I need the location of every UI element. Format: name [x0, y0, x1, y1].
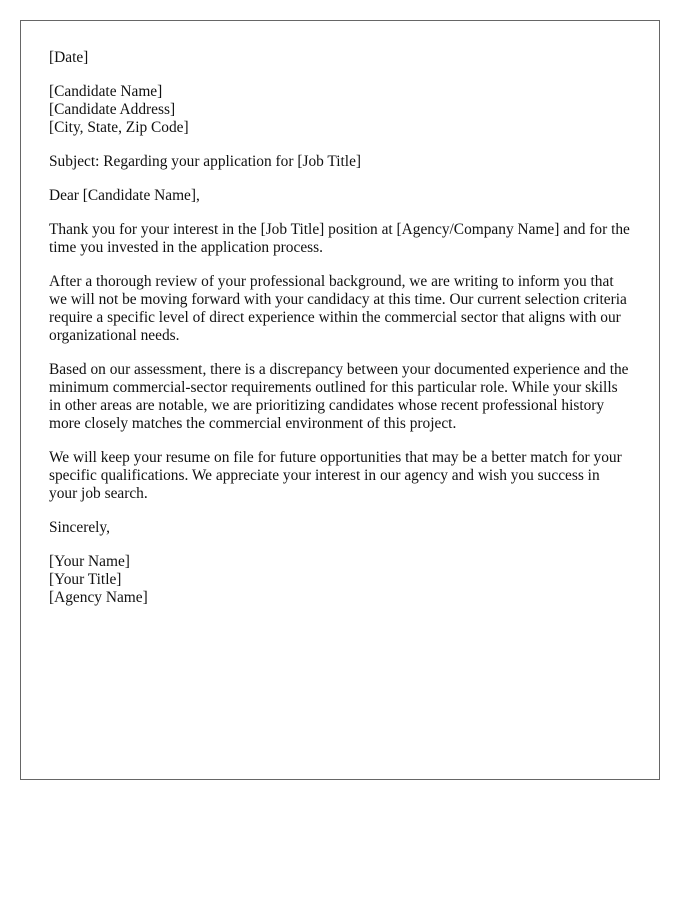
recipient-address-block: [49, 83, 631, 137]
letter-date: [Date]: [49, 49, 89, 66]
body-paragraph-3: Based on our assessment, there is a discrepancy between your documented experience and the minimum commercial-sector requirements outlined for this particular role. While your skills in other areas are notable, we are prioritizing candidates whose recent professional history more closely matches the commercial environment of this project.: [49, 361, 629, 432]
body-paragraph-2: After a thorough review of your professional background, we are writing to inform you that we will not be moving forward with your candidacy at this time. Our current selection criteria require a specific level of direct experience within the commercial sector that aligns with our organizational needs.: [49, 273, 627, 344]
letter-page: [20, 20, 660, 780]
date-block: [49, 49, 631, 67]
letter-closing: Sincerely,: [49, 519, 110, 536]
recipient-city-state-zip: [City, State, Zip Code]: [49, 119, 189, 136]
body-paragraph-4: We will keep your resume on file for future opportunities that may be a better match for your specific qualifications. We appreciate your interest in our agency and wish you success in your job search.: [49, 449, 622, 502]
recipient-address: [Candidate Address]: [49, 101, 176, 118]
recipient-name: [Candidate Name]: [49, 83, 163, 100]
signature-block: [49, 553, 631, 607]
letter-subject: Subject: Regarding your application for [Job Title]: [49, 153, 362, 170]
letter-salutation: Dear [Candidate Name],: [49, 187, 200, 204]
body-paragraph-1: Thank you for your interest in the [Job Title] position at [Agency/Company Name] and for the time you invested in the application process.: [49, 221, 630, 256]
signer-title: [Your Title]: [49, 571, 122, 588]
signer-agency: [Agency Name]: [49, 589, 148, 606]
signer-name: [Your Name]: [49, 553, 130, 570]
